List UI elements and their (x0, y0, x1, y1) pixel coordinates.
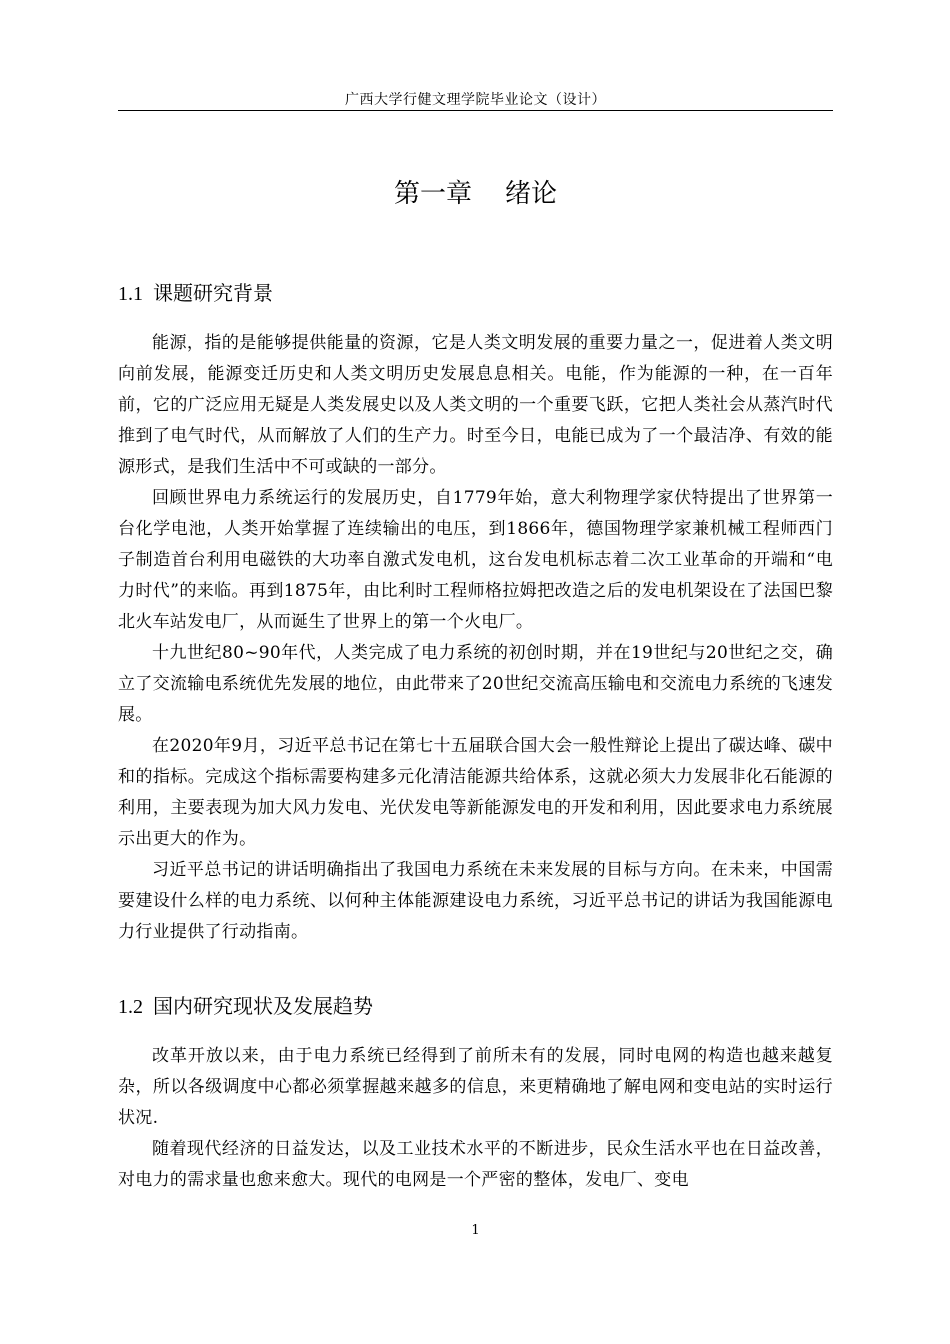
section-title: 课题研究背景 (153, 281, 273, 305)
section-heading-1-1 (118, 277, 833, 310)
paragraph: 十九世纪80~90年代，人类完成了电力系统的初创时期，并在19世纪与20世纪之交，确立了交流输电系统优先发展的地位，由此带来了20世纪交流高压输电和交流电力系统的飞速发展。 (118, 643, 833, 725)
paragraph: 能源，指的是能够提供能量的资源，它是人类文明发展的重要力量之一，促进着人类文明向前发展，能源变迁历史和人类文明历史发展息息相关。电能，作为能源的一种，在一百年前，它的广泛应用无疑是人类发展史以及人类文明的一个重要飞跃，它把人类社会从蒸汽时代推到了电气时代，从而解放了人们的生产力。时至今日，电能已成为了一个最洁净、有效的能源形式，是我们生活中不可或缺的一部分。 (118, 333, 833, 477)
paragraph: 随着现代经济的日益发达，以及工业技术水平的不断进步，民众生活水平也在日益改善，对电力的需求量也愈来愈大。现代的电网是一个严密的整体，发电厂、变电 (118, 1139, 833, 1190)
paragraph: 回顾世界电力系统运行的发展历史，自1779年始，意大利物理学家伏特提出了世界第一台化学电池，人类开始掌握了连续输出的电压，到1866年，德国物理学家兼机械工程师西门子制造首台利用电磁铁的大功率自激式发电机，这台发电机标志着二次工业革命的开端和“电力时代”的来临。再到1875年，由比利时工程师格拉姆把改造之后的发电机架设在了法国巴黎北火车站发电厂，从而诞生了世界上的第一个火电厂。 (118, 488, 833, 632)
paragraph: 改革开放以来，由于电力系统已经得到了前所未有的发展，同时电网的构造也越来越复杂，所以各级调度中心都必须掌握越来越多的信息，来更精确地了解电网和变电站的实时运行状况. (118, 1046, 833, 1128)
page-header: 广西大学行健文理学院毕业论文（设计） (345, 92, 606, 108)
header-rule (118, 110, 833, 111)
page-number: 1 (471, 1223, 480, 1238)
chapter-title: 第一章 绪论 (393, 179, 558, 209)
section-number: 1.1 (118, 283, 143, 305)
section-body-1-2 (118, 1041, 833, 1196)
section-number: 1.2 (118, 996, 143, 1018)
section-heading-1-2 (118, 990, 833, 1023)
paragraph: 在2020年9月，习近平总书记在第七十五届联合国大会一般性辩论上提出了碳达峰、碳中和的指标。完成这个指标需要构建多元化清洁能源共给体系，这就必须大力发展非化石能源的利用，主要表现为加大风力发电、光伏发电等新能源发电的开发和利用，因此要求电力系统展示出更大的作为。 (118, 736, 833, 849)
section-body-1-1 (118, 328, 833, 948)
section-title: 国内研究现状及发展趋势 (153, 994, 373, 1018)
paragraph: 习近平总书记的讲话明确指出了我国电力系统在未来发展的目标与方向。在未来，中国需要建设什么样的电力系统、以何种主体能源建设电力系统，习近平总书记的讲话为我国能源电力行业提供了行动指南。 (118, 860, 833, 942)
